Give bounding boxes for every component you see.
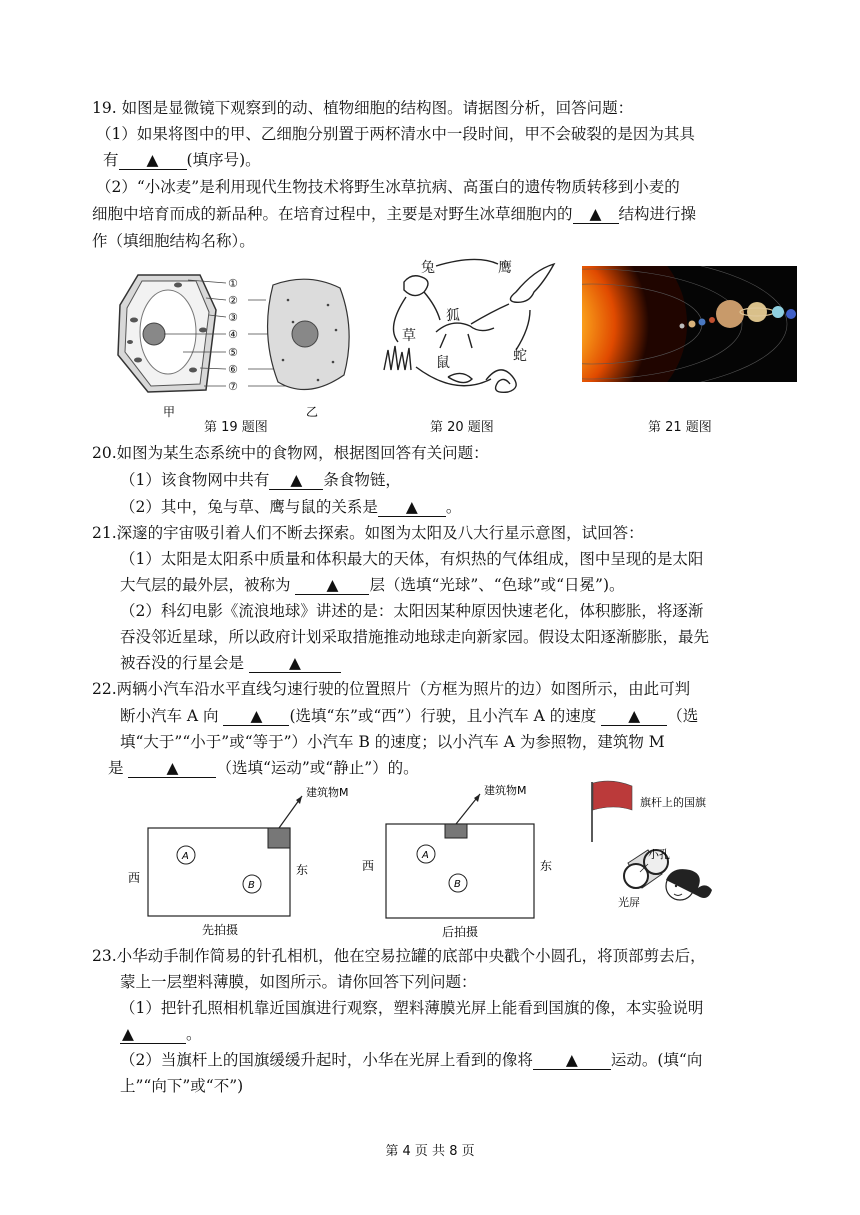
car-photos-diagram xyxy=(120,778,740,943)
fox-label: 狐 xyxy=(446,308,460,324)
fig19-label: ④ xyxy=(228,328,238,341)
q21-part1-prefix: 大气层的最外层，被称为 xyxy=(120,576,296,594)
q21-part2-prefix: 被吞没的行星会是 xyxy=(120,654,249,672)
car-b-label: B xyxy=(248,880,255,891)
q22-line1: 22.两辆小汽车沿水平直线匀速行驶的位置照片（方框为照片的边）如图所示，由此可判 xyxy=(92,680,691,698)
q20-part1-suffix: 条食物链， xyxy=(323,471,401,489)
cell-diagram xyxy=(108,270,368,420)
fig19-caption: 第 19 题图 xyxy=(204,420,268,435)
fig20-caption: 第 20 题图 xyxy=(430,420,494,435)
fox-drawing xyxy=(436,323,494,348)
q19-part2-line2 xyxy=(92,204,696,224)
car-a-label: A xyxy=(182,851,189,862)
answer-blank[interactable]: ▲ xyxy=(269,471,323,490)
cell-b-label: 乙 xyxy=(306,405,319,419)
q19-stem: 19. 如图是显微镜下观察到的动、植物细胞的结构图。请据图分析，回答问题： xyxy=(92,99,634,117)
planet xyxy=(772,306,784,318)
screen-label: 光屏 xyxy=(618,896,640,909)
fig19-label: ③ xyxy=(228,311,238,324)
planet xyxy=(699,319,706,326)
pinhole-label: 小孔 xyxy=(648,848,670,861)
snake-label: 蛇 xyxy=(513,348,527,364)
arrow xyxy=(416,367,491,386)
arrow xyxy=(516,310,530,350)
q20-part2-suffix: 。 xyxy=(445,498,462,516)
q22-line4 xyxy=(108,758,419,778)
building-m xyxy=(445,824,467,838)
car-a-label: A xyxy=(422,850,429,861)
answer-blank[interactable]: ▲ xyxy=(573,205,619,224)
q21-part2-line3 xyxy=(120,653,341,673)
grass-label: 草 xyxy=(402,328,416,344)
food-web-diagram xyxy=(376,252,566,407)
q20-part2 xyxy=(120,497,461,517)
q19-part2-suffix: 结构进行操 xyxy=(618,205,697,223)
q23-part2-prefix: （2）当旗杆上的国旗缓缓升起时，小华在光屏上看到的像将 xyxy=(120,1051,533,1069)
building-m xyxy=(268,828,290,848)
fig19-label: ② xyxy=(228,294,238,307)
q23-part1-line1: （1）把针孔照相机靠近国旗进行观察，塑料薄膜光屏上能看到国旗的像，本实验说明 xyxy=(120,999,704,1017)
answer-blank[interactable]: ▲ xyxy=(249,654,341,673)
planet xyxy=(786,309,796,319)
q23-line2: 蒙上一层塑料薄膜，如图所示。请你回答下列问题： xyxy=(120,973,477,991)
q19-part1-suffix: (填序号)。 xyxy=(186,151,261,169)
east-label: 东 xyxy=(540,859,553,873)
answer-blank[interactable]: ▲ xyxy=(128,759,216,778)
planet xyxy=(680,324,685,329)
q19-part1-line2 xyxy=(103,150,261,170)
q20-stem: 20.如图为某生态系统中的食物网，根据图回答有关问题： xyxy=(92,444,489,462)
q20-part2-prefix: （2）其中，兔与草、鹰与鼠的关系是 xyxy=(120,498,378,516)
flag xyxy=(593,781,632,810)
grass-drawing xyxy=(384,346,411,370)
q23-part1-suffix: 。 xyxy=(186,1025,202,1043)
q22-line4-prefix: 是 xyxy=(108,759,129,777)
answer-blank[interactable]: ▲ xyxy=(295,576,369,595)
building-m-label: 建筑物M xyxy=(306,786,349,799)
arrow xyxy=(424,292,440,320)
q19-part1-prefix: 有 xyxy=(103,151,119,169)
q22-line2-prefix: 断小汽车 A 向 xyxy=(120,707,224,725)
solar-system-image xyxy=(582,266,797,382)
q21-part1-suffix: 层（选填“光球”、“色球”或“日冕”)。 xyxy=(369,576,625,594)
planet xyxy=(709,317,715,323)
east-label: 东 xyxy=(296,863,309,877)
q22-line2-middle: (选填“东”或“西”）行驶，且小汽车 A 的速度 xyxy=(289,707,602,725)
mouse-drawing xyxy=(448,373,472,382)
q22-line4-suffix: （选填“运动”或“静止”）的。 xyxy=(216,759,419,777)
planet xyxy=(716,300,744,328)
q20-part1 xyxy=(120,470,401,490)
west-label: 西 xyxy=(362,859,375,873)
answer-blank[interactable]: ▲ xyxy=(223,707,289,726)
fig19-label: ① xyxy=(228,277,238,290)
q23-line1: 23.小华动手制作简易的针孔相机，他在空易拉罐的底部中央戳个小圆孔，将顶部剪去后， xyxy=(92,947,706,965)
q21-part2-line1: （2）科幻电影《流浪地球》讲述的是：太阳因某种原因快速老化，体积膨胀，将逐渐 xyxy=(120,602,704,620)
west-label: 西 xyxy=(128,871,141,885)
q21-part1-line1: （1）太阳是太阳系中质量和体积最大的天体，有炽热的气体组成，图中呈现的是太阳 xyxy=(120,550,704,568)
q23-part2-line2: 上”“向下”或“不”) xyxy=(120,1077,244,1095)
planet xyxy=(747,302,767,322)
q22-line2 xyxy=(120,706,698,726)
answer-blank[interactable]: ▲ xyxy=(378,498,446,517)
q21-part2-line2: 吞没邻近星球，所以政府计划采取措施推动地球走向新家园。假设太阳逐渐膨胀，最先 xyxy=(120,628,710,646)
q19-part2-line1: （2）“小冰麦”是利用现代生物技术将野生冰草抗病、高蛋白的遗传物质转移到小麦的 xyxy=(96,178,680,196)
q20-part1-prefix: （1）该食物网中共有 xyxy=(120,471,270,489)
q19-part2-prefix: 细胞中培育而成的新品种。在培育过程中，主要是对野生冰草细胞内的 xyxy=(92,205,573,223)
q22-line2-suffix: （选 xyxy=(667,707,699,725)
q19-part2-line3: 作（填细胞结构名称）。 xyxy=(92,232,255,250)
arrow xyxy=(436,259,498,266)
rabbit-label: 兔 xyxy=(421,260,435,276)
fig21-caption: 第 21 题图 xyxy=(648,420,712,435)
photo-first-caption: 先拍摄 xyxy=(202,923,239,937)
photo-second-caption: 后拍摄 xyxy=(442,925,479,939)
animal-nucleus xyxy=(292,321,318,347)
mouse-label: 鼠 xyxy=(436,355,450,371)
q23-part2-line1 xyxy=(120,1050,702,1070)
snake-drawing xyxy=(486,370,516,392)
eagle-label: 鹰 xyxy=(498,260,512,276)
fig19-label: ⑥ xyxy=(228,363,238,376)
q23-part2-suffix: 运动。(填“向 xyxy=(610,1051,703,1069)
girl-face xyxy=(666,869,712,900)
eagle-drawing xyxy=(510,264,554,302)
answer-blank[interactable]: ▲ xyxy=(601,707,667,726)
answer-blank[interactable]: ▲ xyxy=(120,1025,186,1044)
cell-a-label: 甲 xyxy=(163,405,176,419)
plant-nucleus xyxy=(143,323,165,345)
q21-part1-line2 xyxy=(120,575,625,595)
answer-blank[interactable]: ▲ xyxy=(533,1051,611,1070)
q21-stem: 21.深邃的宇宙吸引着人们不断去探索。如图为太阳及八大行星示意图，试回答： xyxy=(92,524,644,542)
q23-part1-line2 xyxy=(120,1024,202,1044)
flag-label: 旗杆上的国旗 xyxy=(640,796,706,809)
sun xyxy=(582,266,687,382)
fig19-label: ⑦ xyxy=(228,380,238,393)
answer-blank[interactable]: ▲ xyxy=(119,151,187,170)
q19-part1-line1: （1）如果将图中的甲、乙细胞分别置于两杯清水中一段时间，甲不会破裂的是因为其具 xyxy=(96,125,695,143)
page-footer: 第 4 页 共 8 页 xyxy=(385,1144,475,1159)
fig19-label: ⑤ xyxy=(228,346,238,359)
planet xyxy=(689,321,696,328)
arrow xyxy=(471,304,509,324)
q22-line3: 填“大于”“小于”或“等于”）小汽车 B 的速度；以小汽车 A 为参照物，建筑物 M xyxy=(120,733,665,751)
car-b-label: B xyxy=(454,879,461,890)
building-m-label: 建筑物M xyxy=(484,784,527,797)
